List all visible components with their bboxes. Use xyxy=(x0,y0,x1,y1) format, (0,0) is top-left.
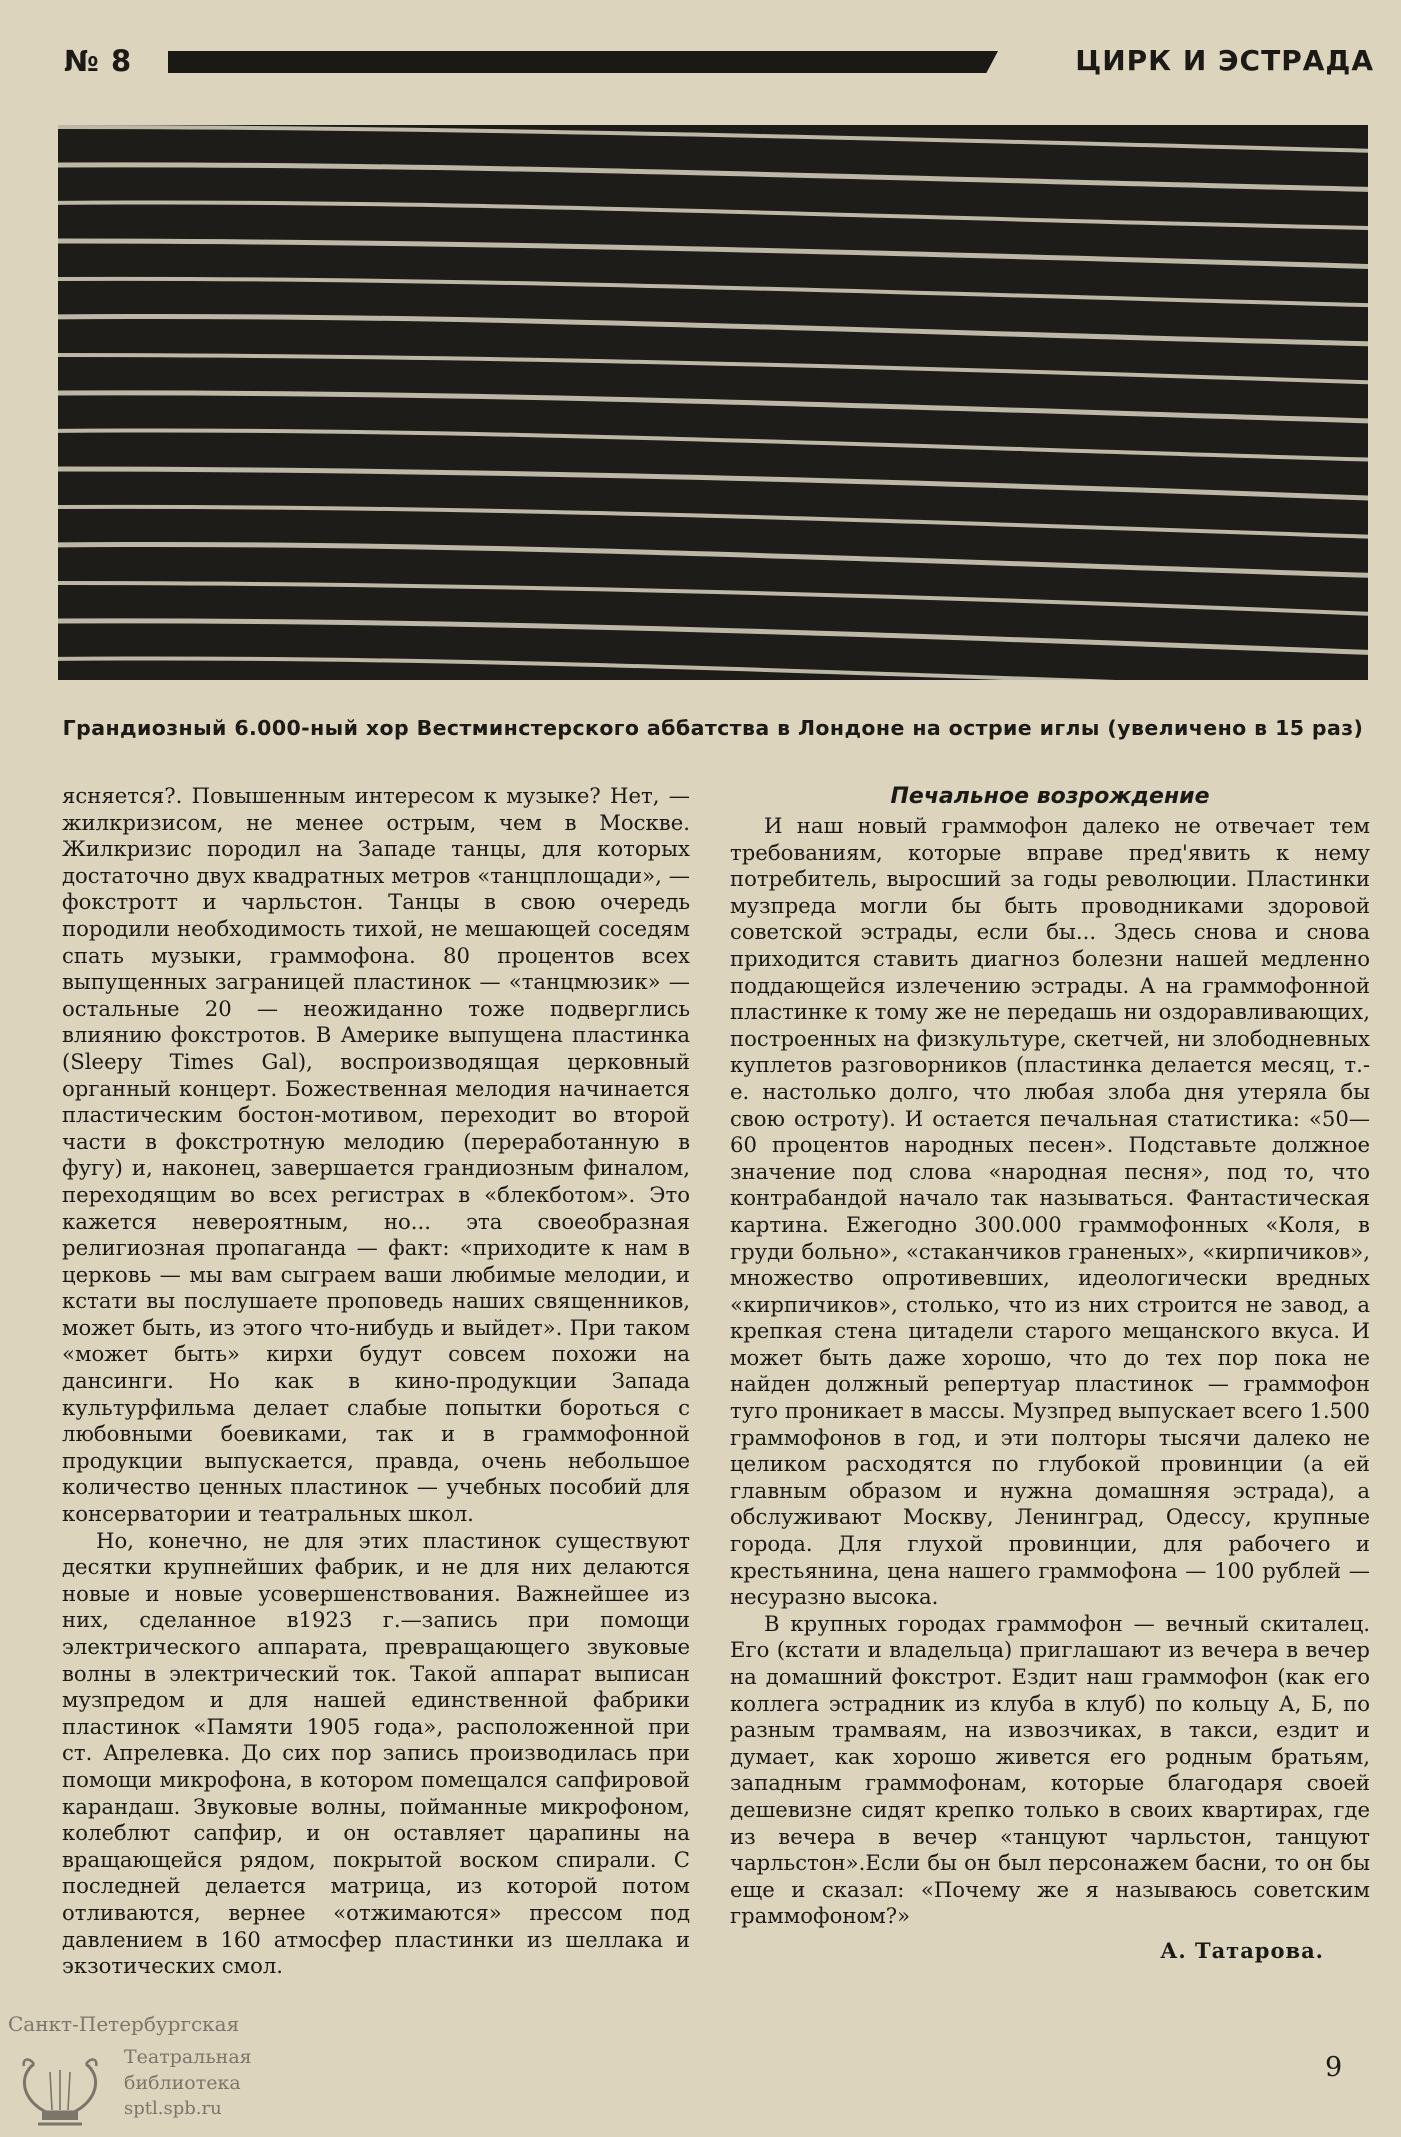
groove-line xyxy=(58,658,1368,680)
groove-line xyxy=(58,279,1368,306)
record-groove-photo xyxy=(58,125,1368,680)
groove-line xyxy=(58,544,1368,575)
section-title: ЦИРК И ЭСТРАДА xyxy=(1075,44,1374,77)
right-paragraph-2: В крупных городах граммофон — вечный скиталец. Его (кстати и владельца) приглашают из вечера в вечер на домашний фокстрот. Ездит наш граммофон (как его коллега эстрадник из клуба в клуб) по кольцу А, Б, по разным трамваям, на извозчиках, в такси, ездит и думает, как хорошо живется его родным братьям, западным граммофонам, которые благодаря своей дешевизне сидят крепко только в своих квартирах, где из вечера в вечер «танцуют чарльстон, танцуют чарльстон».Если бы он был персонажем басни, то он бы еще и сказал: «Почему же я называюсь советским граммофоном?» xyxy=(730,1610,1370,1929)
stamp-line-4: sptl.spb.ru xyxy=(124,2098,222,2119)
page-number: 9 xyxy=(1325,2052,1343,2083)
left-column xyxy=(62,783,690,1980)
groove-line xyxy=(58,316,1368,344)
groove-line xyxy=(58,583,1368,614)
left-paragraph-2: Но, конечно, не для этих пластинок существуют десятки крупнейших фабрик, и не для них делаются новые и новые усовершенствования. Важнейшее из них, сделанное в1923 г.—запись при помощи электрического аппарата, превращающего звуковые волны в электрический ток. Такой аппарат выписан музпредом и для нашей единственной фабрики пластинок «Памяти 1905 года», расположенной при ст. Апрелевка. До сих пор запись производилась при помощи микрофона, в котором помещался сапфировой карандаш. Звуковые волны, пойманные микрофоном, колеблют сапфир, и он оставляет царапины на вращающейся рядом, покрытой воском спирали. С последней делается матрица, из которой потом отливаются, вернее «отжимаются» прессом под давлением в 160 атмосфер пластинки из шеллака и экзотических смол. xyxy=(62,1527,690,1979)
article-title: Печальное возрождение xyxy=(890,784,1210,809)
left-paragraph-1: ясняется?. Повышенным интересом к музыке? Нет, — жилкризисом, не менее острым, чем в Москве. Жилкризис породил на Западе танцы, для которых достаточно двух квадратных метров «танцплощади», — фокстротт и чарльстон. Танцы в свою очередь породили необходимость тихой, не мешающей соседям спать музыки, граммофона. 80 процентов всех выпущенных заграницей пластинок — «танцмюзик» — остальные 20 — неожиданно тоже подверглись влиянию фокстротов. В Америке выпущена пластинка (Sleepy Times Gal), воспроизводящая церковный органный концерт. Божественная мелодия начинается пластическим бостон-мотивом, переходит во второй части в фокстротную мелодию (переработанную в фугу) и, наконец, завершается грандиозным финалом, переходящим во всех регистрах в «блекботом». Это кажется невероятным, но... эта своеобразная религиозная пропаганда — факт: «приходите к нам в церковь — мы вам сыграем ваши любимые мелодии, и кстати вы послушаете проповедь наших священников, может быть, из этого что-нибудь и выйдет». При таком «может быть» кирхи будут совсем похожи на дансинги. Но как в кино-продукции Запада культурфильма делает слабые попытки бороться с любовными боевиками, так и в граммофонной продукции выпускается, правда, очень небольшое количество ценных пластинок — учебных пособий для консерватории и театральных школ. xyxy=(62,783,690,1527)
page-header xyxy=(64,44,1374,86)
groove-line xyxy=(58,165,1368,190)
groove-line xyxy=(58,430,1368,459)
groove-line xyxy=(58,621,1368,653)
library-stamp xyxy=(8,2012,252,2132)
groove-line xyxy=(58,355,1368,383)
stamp-line-2: Театральная xyxy=(124,2046,252,2068)
header-rule xyxy=(168,51,998,73)
stamp-line-3: библиотека xyxy=(124,2072,241,2094)
stamp-line-1: Санкт-Петербургская xyxy=(8,2012,240,2036)
lyre-icon xyxy=(12,2054,108,2130)
right-paragraph-1: И наш новый граммофон далеко не отвечает тем требованиям, которые вправе пред'явить к нему потребитель, выросший за годы революции. Пластинки музпреда могли бы быть проводниками здоровой советской эстрады, если бы... Здесь снова и снова приходится ставить диагноз болезни нашей медленно поддающейся излечению эстрады. А на граммофонной пластинке к тому же не передашь ни оздоравливающих, построенных на физкультуре, скетчей, ни злободневных куплетов разговорников (пластинка делается месяц, т.-е. настолько долго, что любая злоба дня утеряла бы свою остроту). И остается печальная статистика: «50—60 процентов народных песен». Подставьте должное значение под слова «народная песня», под то, что контрабандой начало так называться. Фантастическая картина. Ежегодно 300.000 граммофонных «Коля, в груди больно», «стаканчиков граненых», «кирпичиков», множество опротивевших, идеологически вредных «кирпичиков», столько, что из них строится не завод, а крепкая стена цитадели старого мещанского вкуса. И может быть даже хорошо, что до тех пор пока не найден должный репертуар пластинок — граммофон туго проникает в массы. Музпред выпускает всего 1.500 граммофонов в год, и эти полторы тысячи далеко не целиком расходятся по глубокой провинции (а ей главным образом и нужна домашняя эстрада), а обслуживают Москву, Ленинград, Одессу, крупные города. Для глухой провинции, для рабочего и крестьянина, цена нашего граммофона — 100 рублей — несуразно высока. xyxy=(730,813,1370,1610)
article-author: А. Татарова. xyxy=(1160,1937,1324,1963)
groove-line xyxy=(58,202,1368,228)
right-column xyxy=(730,783,1370,1965)
issue-number: № 8 xyxy=(64,44,133,78)
photo-caption: Грандиозный 6.000-ный хор Вестминстерского аббатства в Лондоне на острие иглы (увеличено в 15 раз) xyxy=(62,716,1364,740)
groove-line xyxy=(58,507,1368,537)
groove-line xyxy=(58,127,1368,151)
groove-lines-image xyxy=(58,125,1368,680)
groove-line xyxy=(58,469,1368,498)
groove-line xyxy=(58,241,1368,267)
groove-line xyxy=(58,393,1368,421)
